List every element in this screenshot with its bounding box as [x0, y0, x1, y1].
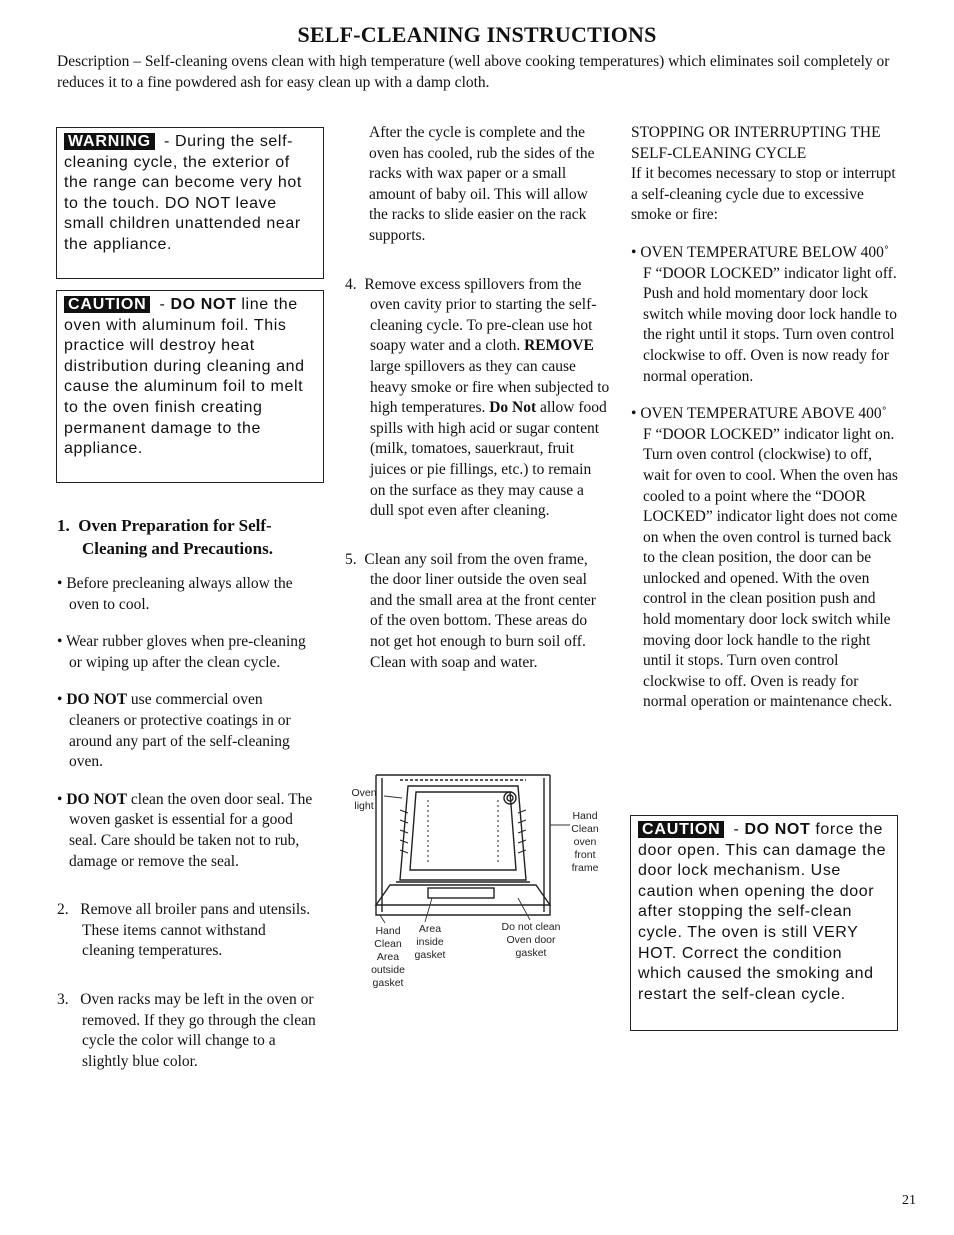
list-item: • Wear rubber gloves when pre-cleaning or wiping up after the clean cycle. — [57, 633, 306, 671]
list-item: • OVEN TEMPERATURE ABOVE 400˚ F “DOOR LOCKED” indicator light on. Turn oven control (clockwise) to off, wait for oven to cool. When the oven has cooled to a point where the “DOOR LOCKED” indicator light does not come on when the oven control is turned back to the clean position, the door can be unlocked and opened. With the oven control in the clean position push and hold momentary door lock switch while moving door lock handle to the right until it stops. Turn oven control clockwise to off. Oven is ready for normal operation or maintenance check. — [631, 405, 898, 711]
label-hand-clean-front: Hand Clean oven front frame — [571, 810, 599, 874]
step-2: 2. Remove all broiler pans and utensils. These items cannot withstand cleaning temperatures. — [57, 901, 311, 960]
step-5: 5. Clean any soil from the oven frame, the door liner outside the oven seal and the small area at the front center of the oven bottom. These areas do not get hot enough to burn soil off. Clean with soap and water. — [345, 550, 596, 671]
middle-column — [345, 123, 610, 673]
section-1-heading: 1. Oven Preparation for Self-Cleaning and Precautions. — [57, 516, 273, 558]
step-3: 3. Oven racks may be left in the oven or removed. If they go through the clean cycle the color will change to a slightly blue color. — [57, 990, 316, 1070]
right-column — [631, 123, 899, 713]
caution-box-foil: CAUTION - DO NOT line the oven with aluminum foil. This practice will destroy heat distribution during cleaning and cause the aluminum foil to melt to the oven finish creating permanent damage to the appliance. — [56, 290, 324, 483]
page-title: SELF-CLEANING INSTRUCTIONS — [297, 22, 657, 47]
stopping-intro: If it becomes necessary to stop or interrupt a self-cleaning cycle due to excessive smoke or fire: — [631, 165, 896, 224]
list-item: • DO NOT clean the oven door seal. The woven gasket is essential for a good seal. Care should be taken not to rub, damage or remove the seal. — [57, 790, 313, 870]
label-area-inside: Area inside gasket — [414, 923, 446, 961]
list-item: • DO NOT use commercial oven cleaners or protective coatings in or around any part of the self-cleaning oven. — [57, 691, 291, 771]
caution-badge: CAUTION — [638, 821, 724, 838]
label-do-not-clean: Do not clean Oven door gasket — [501, 921, 561, 959]
description: Description – Self-cleaning ovens clean with high temperature (well above cooking temperatures) which eliminates soil completely or reduces it to a fine powdered ash for easy clean up with a damp cloth. — [57, 53, 890, 91]
caution-box-door: CAUTION - DO NOT force the door open. This can damage the door lock mechanism. Use caution when opening the door after stopping the self-clean cycle. The oven is still VERY HOT. Correct the condition which caused the smoking and restart the self-clean cycle. — [630, 815, 898, 1031]
caution-text: line the oven with aluminum foil. This practice will destroy heat distribution during cleaning and cause the aluminum foil to melt to the oven finish creating permanent damage to the appliance. — [64, 296, 305, 458]
page-number: 21 — [902, 1193, 916, 1208]
label-oven-light: Oven light — [351, 787, 377, 812]
list-item: • OVEN TEMPERATURE BELOW 400˚ F “DOOR LOCKED” indicator light off. Push and hold momentary door lock switch while moving door lock handle to the right until it stops. Turn oven control clockwise to off. Oven is now ready for normal operation. — [631, 243, 897, 385]
warning-text: - During the self-cleaning cycle, the exterior of the range can become very hot to the touch. DO NOT leave small children unattended near the appliance. — [64, 133, 302, 253]
caution-badge: CAUTION — [64, 296, 150, 313]
caution-text: force the door open. This can damage the door lock mechanism. Use caution when opening the door after stopping the self-clean cycle. The oven is still VERY HOT. Correct the condition which caused the smoking and restart the self-clean cycle. — [638, 821, 887, 1003]
stopping-heading: STOPPING OR INTERRUPTING THE SELF-CLEANING CYCLE — [631, 124, 881, 162]
step-3-continued: After the cycle is complete and the oven has cooled, rub the sides of the racks with wax paper or a small amount of baby oil. This will allow the racks to slide easier on the rack supports. — [369, 124, 595, 244]
section-1 — [57, 514, 317, 1072]
caution-do-not: DO NOT — [744, 821, 811, 838]
label-hand-clean-outside: Hand Clean Area outside gasket — [371, 925, 405, 989]
step-4: 4. Remove excess spillovers from the oven cavity prior to starting the self-cleaning cycle. To pre-clean use hot soapy water and a cloth. REMOVE large spillovers as they can cause heavy smoke or fire when subjected to high temperatures. Do Not allow food spills with high acid or sugar content (milk, tomatoes, sauerkraut, fruit juices or pie fillings, etc.) to remain on the surface as they may cause a dull spot even after cleaning. — [345, 275, 610, 520]
warning-box — [56, 127, 324, 279]
list-item: • Before precleaning always allow the oven to cool. — [57, 575, 293, 613]
caution-do-not: DO NOT — [170, 296, 237, 313]
warning-badge: WARNING — [64, 133, 155, 150]
